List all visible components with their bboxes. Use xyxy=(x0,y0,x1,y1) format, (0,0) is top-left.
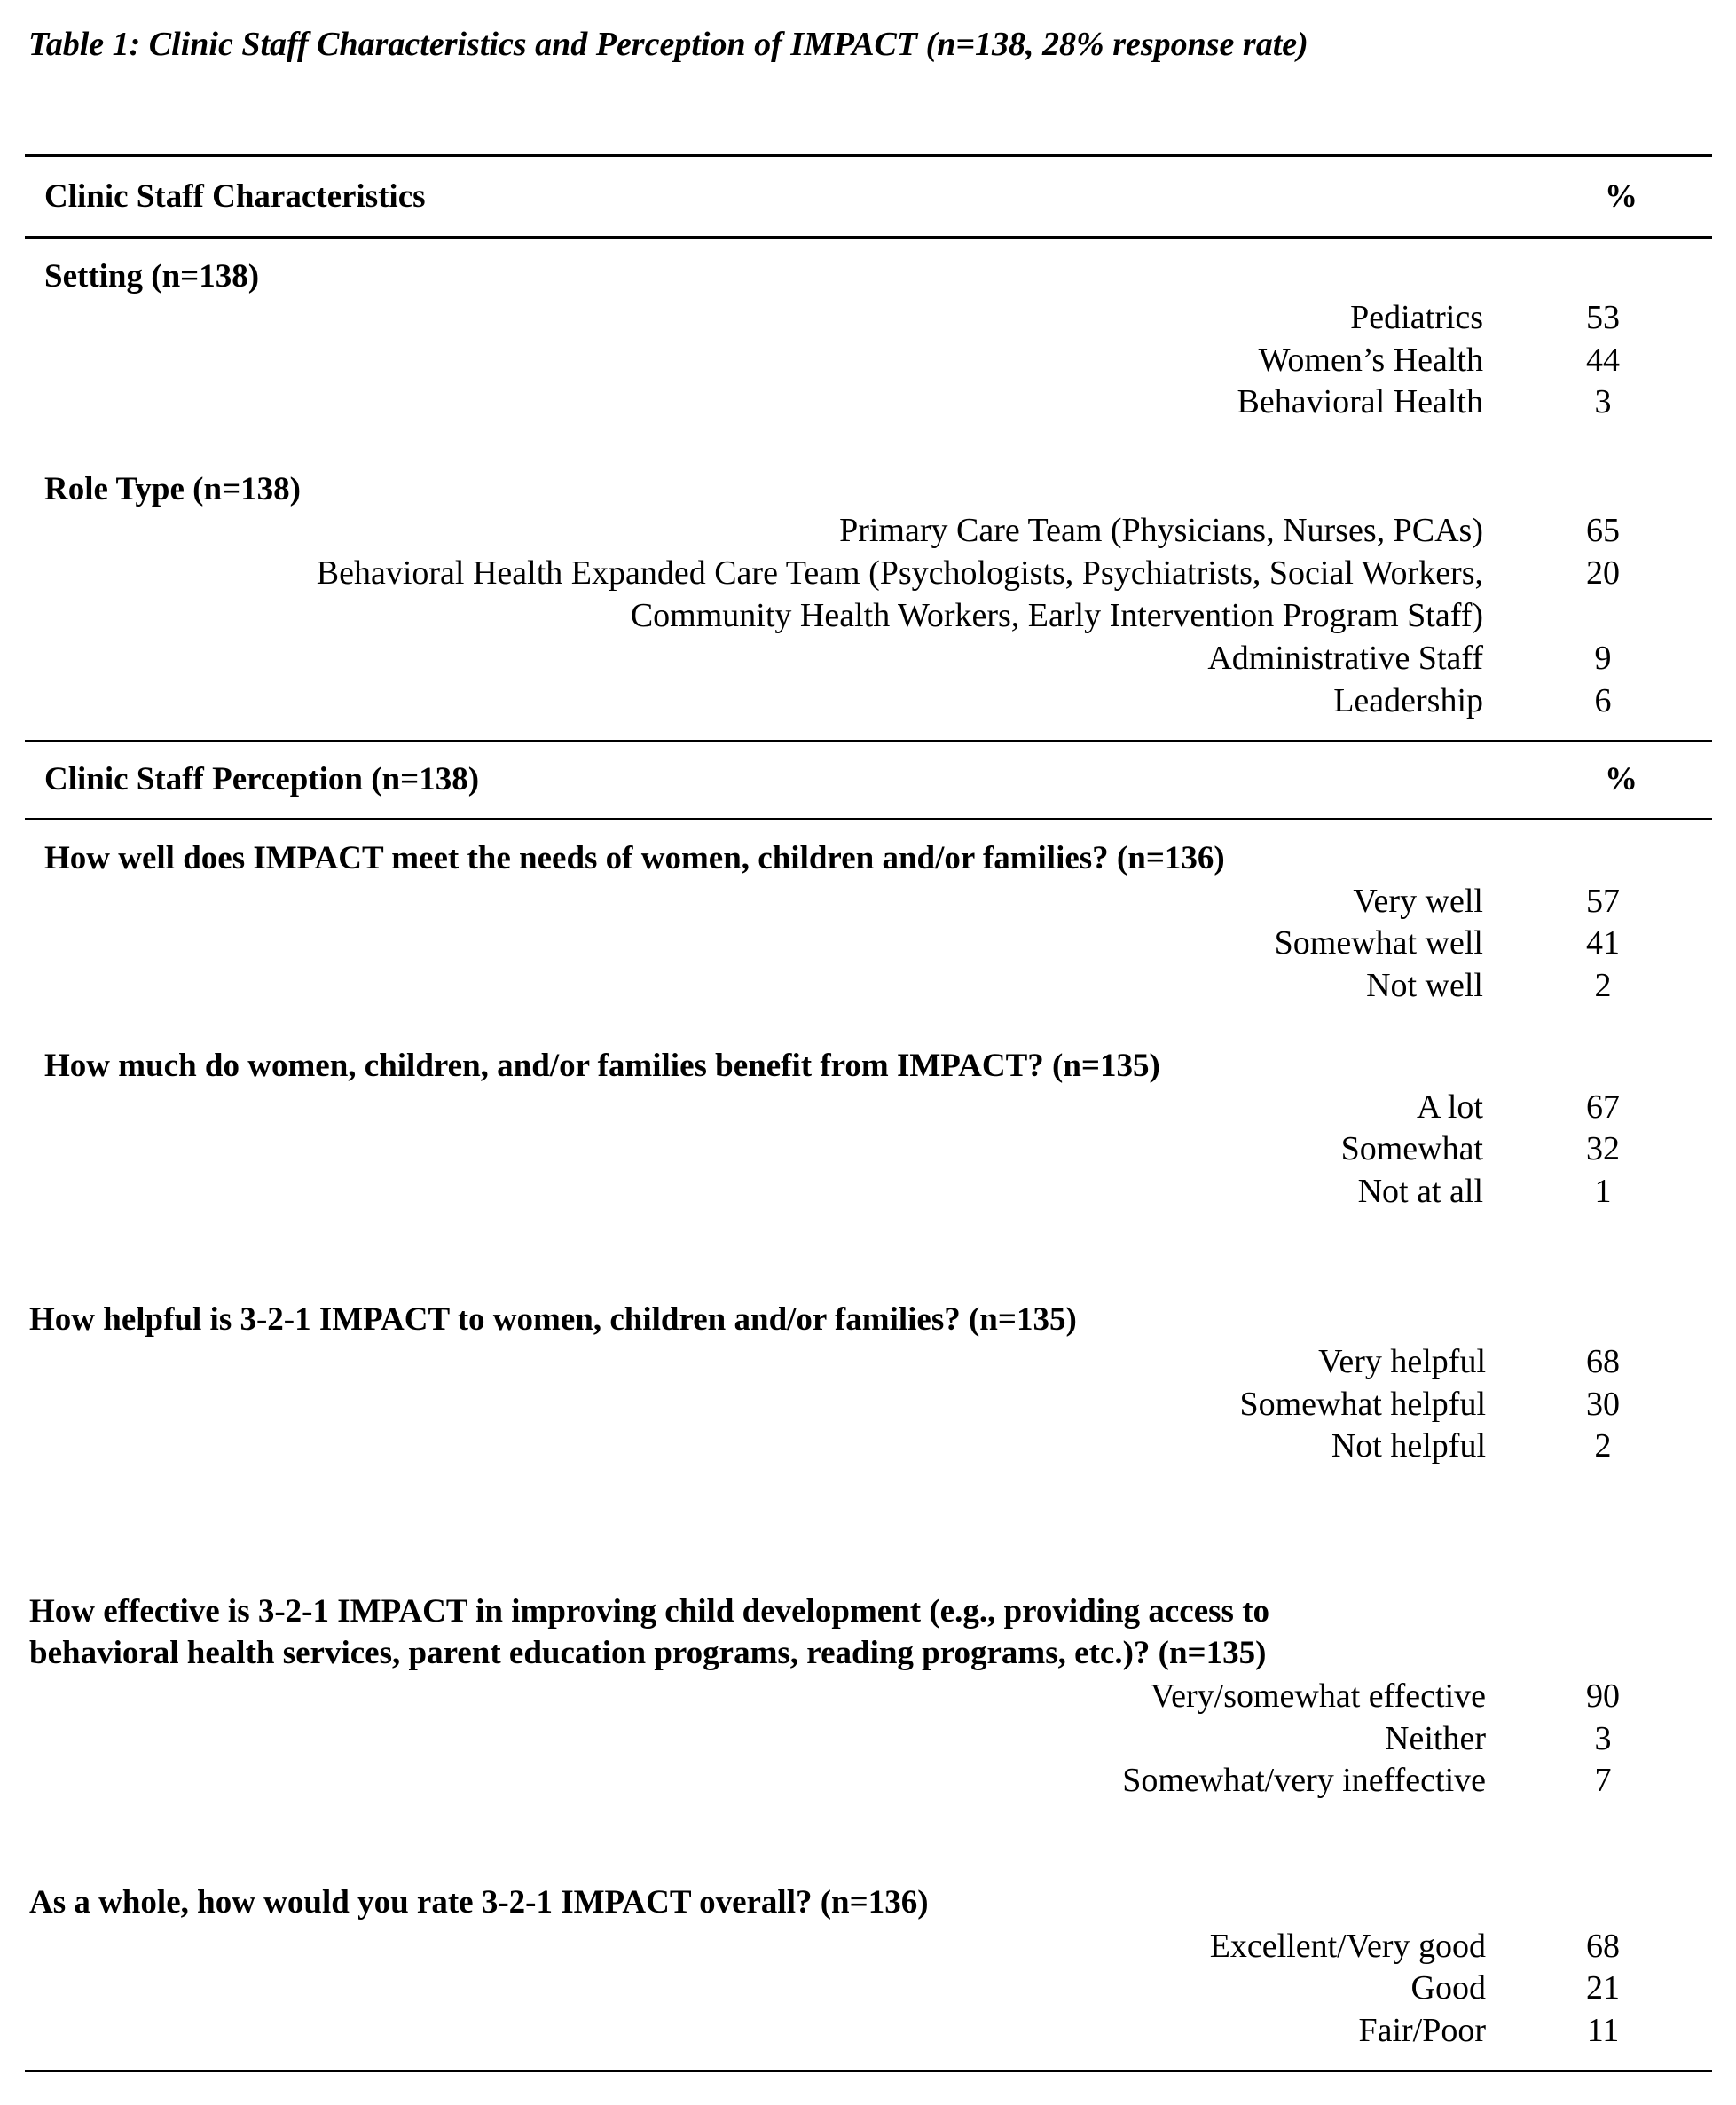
header-rule xyxy=(25,236,1712,239)
table-row-label: Behavioral Health Expanded Care Team (Psychologists, Psychiatrists, Social Workers, xyxy=(316,554,1483,592)
table-row-label: Primary Care Team (Physicians, Nurses, PCAs) xyxy=(839,512,1483,549)
table-row-value: 57 xyxy=(1586,883,1620,920)
table-row-label: Very helpful xyxy=(1318,1343,1486,1380)
table-row-label: Community Health Workers, Early Intervention Program Staff) xyxy=(630,597,1483,634)
table-row-label: Administrative Staff xyxy=(1207,640,1483,677)
table-row-value: 2 xyxy=(1594,967,1612,1004)
role-group-title: Role Type (n=138) xyxy=(44,471,301,507)
table-row-value: 2 xyxy=(1594,1427,1612,1465)
table-row-value: 68 xyxy=(1586,1928,1620,1965)
table-row-label: A lot xyxy=(1417,1088,1483,1126)
table-row-value: 7 xyxy=(1594,1762,1612,1799)
question-1: How well does IMPACT meet the needs of women, children and/or families? (n=136) xyxy=(44,840,1225,876)
setting-group-title: Setting (n=138) xyxy=(44,258,260,295)
table-row-value: 6 xyxy=(1594,682,1612,719)
table-row-label: Pediatrics xyxy=(1350,299,1483,336)
table-row-label: Not at all xyxy=(1357,1173,1483,1210)
table-row-label: Behavioral Health xyxy=(1237,383,1483,420)
table-row-value: 41 xyxy=(1586,924,1620,962)
table-row-value: 68 xyxy=(1586,1343,1620,1380)
table-row-label: Somewhat well xyxy=(1274,924,1483,962)
question-3: How helpful is 3-2-1 IMPACT to women, children and/or families? (n=135) xyxy=(29,1301,1077,1338)
table-row-value: 30 xyxy=(1586,1386,1620,1423)
table-row-label: Somewhat helpful xyxy=(1239,1386,1486,1423)
table-row-label: Leadership xyxy=(1333,682,1483,719)
table-row-label: Good xyxy=(1410,1969,1486,2007)
table-row-value: 1 xyxy=(1594,1173,1612,1210)
table-row-label: Very/somewhat effective xyxy=(1150,1677,1486,1715)
question-4-line-2: behavioral health services, parent education programs, reading programs, etc.)? (n=135) xyxy=(29,1635,1267,1671)
percent-header: % xyxy=(1605,761,1638,797)
table-row-label: Not well xyxy=(1366,967,1483,1004)
table-row-label: Somewhat/very ineffective xyxy=(1122,1762,1486,1799)
table-row-value: 90 xyxy=(1586,1677,1620,1715)
section-rule xyxy=(25,740,1712,742)
table-row-label: Neither xyxy=(1385,1720,1486,1757)
table-row-label: Excellent/Very good xyxy=(1209,1928,1486,1965)
table-row-label: Not helpful xyxy=(1331,1427,1486,1465)
table-row-value: 32 xyxy=(1586,1130,1620,1167)
bottom-rule xyxy=(25,2070,1712,2072)
table-row-value: 20 xyxy=(1586,554,1620,592)
characteristics-header: Clinic Staff Characteristics xyxy=(44,178,426,215)
table-row-label: Very well xyxy=(1353,883,1483,920)
percent-header: % xyxy=(1605,178,1638,215)
table-row-value: 21 xyxy=(1586,1969,1620,2007)
perception-header-rule xyxy=(25,818,1712,820)
table-row-label: Somewhat xyxy=(1340,1130,1483,1167)
table-row-value: 53 xyxy=(1586,299,1620,336)
table-row-value: 44 xyxy=(1586,342,1620,379)
top-rule xyxy=(25,154,1712,157)
table-row-value: 65 xyxy=(1586,512,1620,549)
question-2: How much do women, children, and/or families benefit from IMPACT? (n=135) xyxy=(44,1048,1160,1084)
table-row-value: 11 xyxy=(1586,2012,1620,2049)
question-5: As a whole, how would you rate 3-2-1 IMPACT overall? (n=136) xyxy=(29,1884,929,1920)
table-row-value: 3 xyxy=(1594,383,1612,420)
perception-header: Clinic Staff Perception (n=138) xyxy=(44,761,480,797)
table-caption: Table 1: Clinic Staff Characteristics and Perception of IMPACT (n=138, 28% response rate) xyxy=(28,26,1308,63)
table-row-label: Women’s Health xyxy=(1258,342,1483,379)
table-row-label: Fair/Poor xyxy=(1358,2012,1486,2049)
table-row-value: 3 xyxy=(1594,1720,1612,1757)
table-row-value: 9 xyxy=(1594,640,1612,677)
question-4-line-1: How effective is 3-2-1 IMPACT in improving child development (e.g., providing access to xyxy=(29,1593,1270,1630)
table-row-value: 67 xyxy=(1586,1088,1620,1126)
